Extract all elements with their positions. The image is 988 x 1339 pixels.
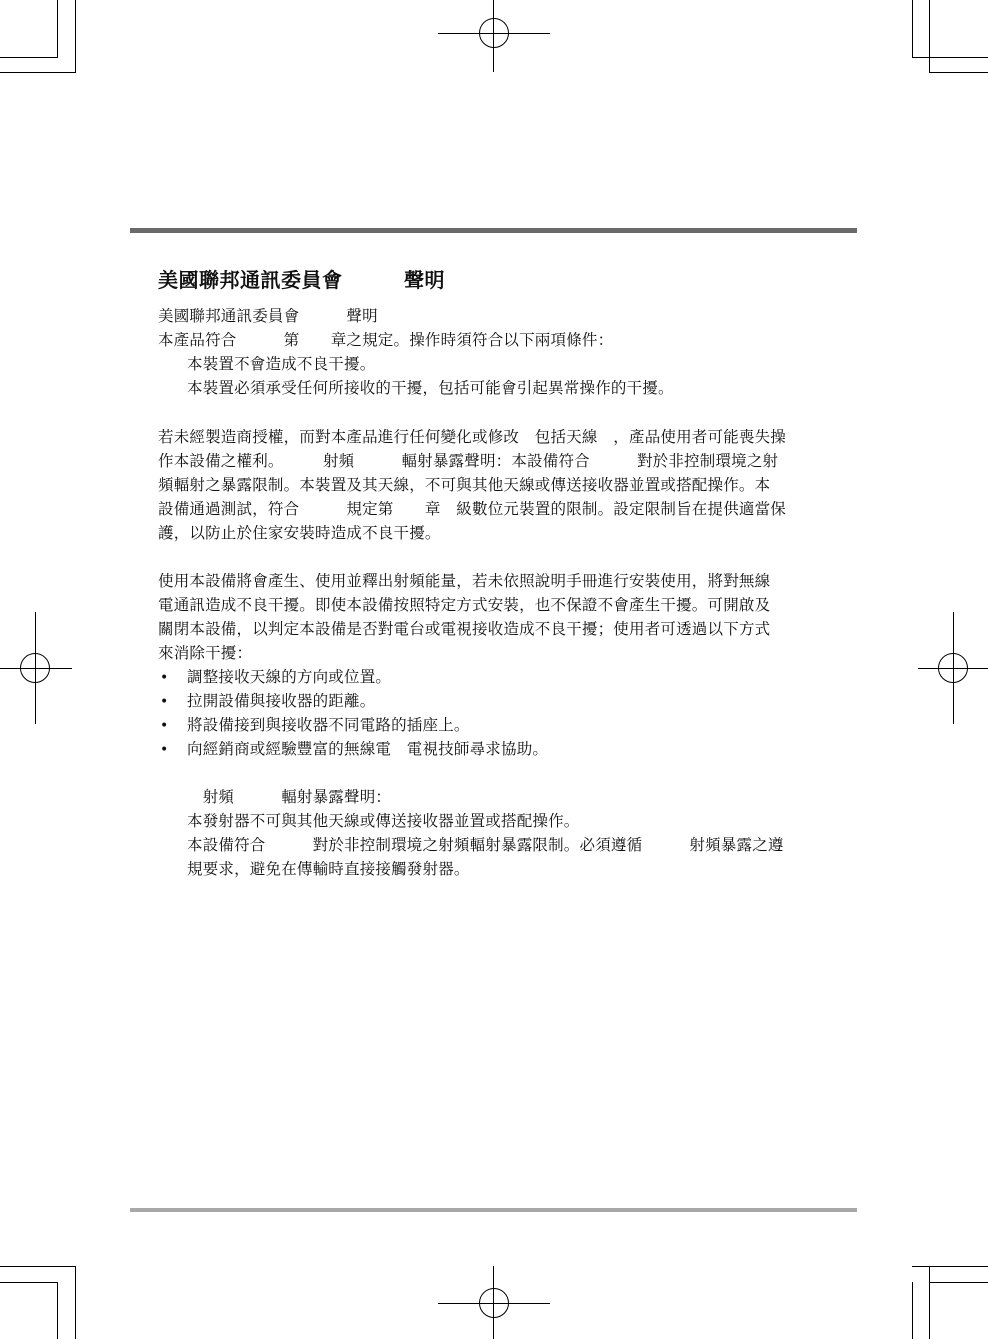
condition-line: 本裝置必須承受任何所接收的干擾，包括可能會引起異常操作的干擾。 (187, 379, 674, 397)
intro-line: 美國聯邦通訊委員會 聲明 (158, 307, 378, 325)
bullet-icon: • (160, 694, 169, 710)
rf-heading: 射頻 輻射暴露聲明： (187, 788, 392, 806)
condition-line: 本裝置不會造成不良干擾。 (187, 355, 376, 373)
list-item: 將設備接到與接收器不同電路的插座上。 (187, 716, 470, 734)
rf-line: 本設備符合 對於非控制環境之射頻輻射暴露限制。必須遵循 射頻暴露之遵 (187, 836, 784, 854)
paragraph-line: 來消除干擾： (158, 644, 253, 662)
paragraph-line: 關閉本設備，以判定本設備是否對電台或電視接收造成不良干擾；使用者可透過以下方式 (158, 620, 771, 638)
paragraph-line: 若未經製造商授權，而對本產品進行任何變化或修改 包括天線 ，產品使用者可能喪失操 (158, 428, 787, 446)
list-item: 拉開設備與接收器的距離。 (187, 692, 376, 710)
rf-line: 規要求，避免在傳輸時直接接觸發射器。 (187, 860, 470, 878)
paragraph-line: 電通訊造成不良干擾。即使本設備按照特定方式安裝，也不保證不會產生干擾。可開啟及 (158, 596, 771, 614)
rf-line: 本發射器不可與其他天線或傳送接收器並置或搭配操作。 (187, 812, 580, 830)
paragraph-line: 作本設備之權利。 射頻 輻射暴露聲明：本設備符合 對於非控制環境之射 (158, 452, 779, 470)
paragraph-line: 設備通過測試，符合 規定第 章 級數位元裝置的限制。設定限制旨在提供適當保 (158, 500, 787, 518)
list-item: 向經銷商或經驗豐富的無線電 電視技師尋求協助。 (187, 740, 549, 758)
bullet-icon: • (160, 670, 169, 686)
bullet-icon: • (160, 742, 169, 758)
paragraph-line: 使用本設備將會產生、使用並釋出射頻能量，若未依照說明手冊進行安裝使用，將對無線 (158, 572, 771, 590)
section-heading: 美國聯邦通訊委員會 聲明 (158, 268, 445, 292)
header-rule (130, 228, 857, 233)
footer-rule (130, 1208, 857, 1212)
paragraph-line: 頻輻射之暴露限制。本裝置及其天線，不可與其他天線或傳送接收器並置或搭配操作。本 (158, 476, 771, 494)
list-item: 調整接收天線的方向或位置。 (187, 668, 392, 686)
bullet-icon: • (160, 718, 169, 734)
paragraph-line: 護，以防止於住家安裝時造成不良干擾。 (158, 524, 441, 542)
intro-line: 本產品符合 第 章之規定。操作時須符合以下兩項條件： (158, 331, 614, 349)
